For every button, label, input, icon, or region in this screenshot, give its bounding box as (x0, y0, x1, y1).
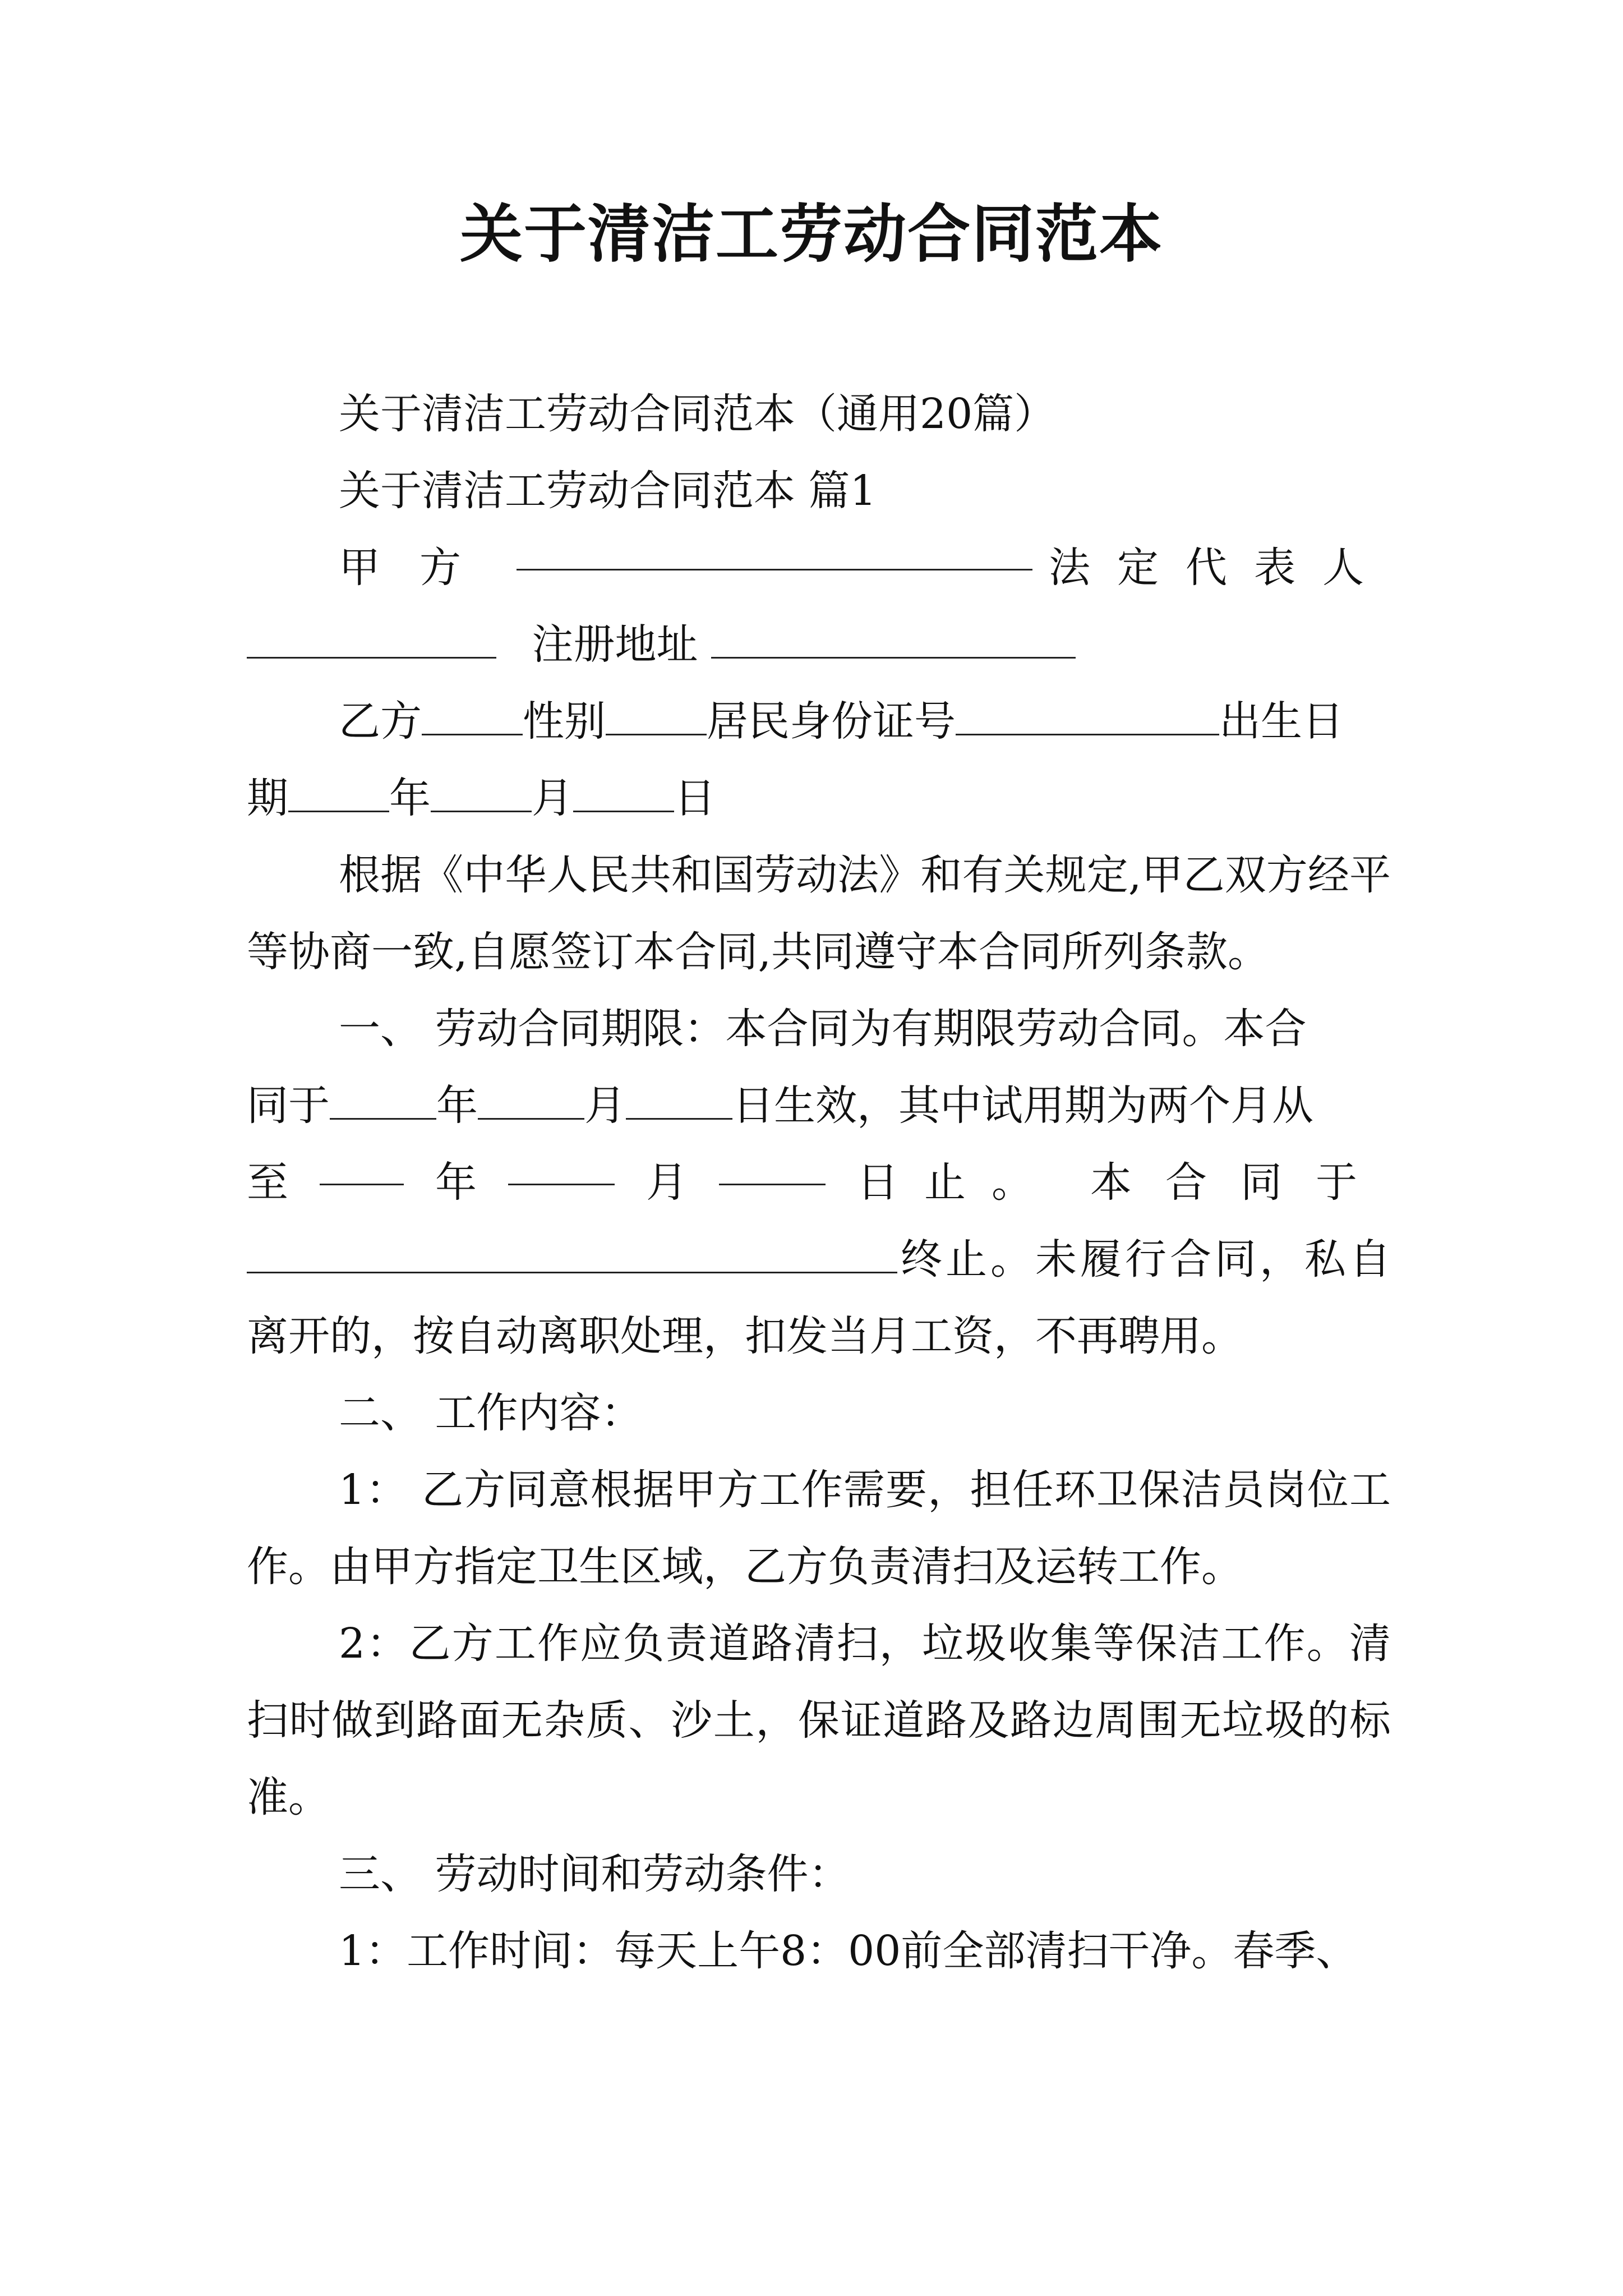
end-year-blank (320, 1144, 404, 1185)
clause1-to-label: 至 (247, 1158, 288, 1207)
section-heading: 关于清洁工劳动合同范本 篇1 (339, 467, 877, 515)
end-day-blank (719, 1144, 826, 1185)
start-year-label: 年 (436, 1082, 478, 1130)
start-day-blank (626, 1079, 732, 1120)
start-year-blank (330, 1079, 436, 1120)
end-year-label: 年 (435, 1158, 477, 1207)
address-blank (711, 618, 1076, 659)
legal-rep-label: 法定代表人 (1049, 544, 1391, 592)
clause2-item1: 1： 乙方同意根据甲方工作需要，担任环卫保洁员岗位工作。由甲方指定卫生区域，乙方负责清扫及运转工作。 (247, 1466, 1391, 1591)
party-b-block (247, 683, 1391, 837)
clause1-termination-label: 本合同于 (1090, 1158, 1391, 1207)
start-month-label: 月 (584, 1082, 626, 1130)
party-b-label: 乙方 (339, 697, 422, 746)
clause2-item2: 2：乙方工作应负责道路清扫，垃圾收集等保洁工作。清扫时做到路面无杂质、沙土，保证道路及路边周围无垃圾的标准。 (247, 1619, 1391, 1821)
party-b-line (247, 683, 1391, 760)
clause2-heading: 二、 工作内容： (339, 1389, 643, 1437)
birth-month-blank (431, 771, 532, 812)
gender-label: 性别 (523, 697, 606, 746)
birth-month-label: 月 (532, 774, 573, 822)
birth-label: 出生日 (1219, 697, 1344, 746)
end-month-label: 月 (646, 1158, 688, 1207)
clause1-end-text: 日止。 (857, 1158, 1059, 1207)
clause1-line-2 (247, 1068, 1391, 1144)
clause3-heading: 三、 劳动时间和劳动条件： (339, 1850, 850, 1898)
party-a-line-2 (247, 606, 1391, 683)
gender-blank (606, 694, 707, 735)
party-a-line (247, 530, 1391, 606)
document-body (247, 376, 1391, 1990)
termination-blank (247, 1232, 897, 1273)
document-title: 关于清洁工劳动合同范本 (460, 198, 1163, 271)
birth-year-blank (288, 771, 389, 812)
birth-day-blank (573, 771, 674, 812)
address-label: 注册地址 (532, 620, 698, 669)
document-subtitle: 关于清洁工劳动合同范本（通用20篇） (339, 390, 1056, 438)
birth-tail: 期 (247, 774, 288, 822)
birth-day-label: 日 (674, 774, 716, 822)
clause1-line-4 (247, 1221, 1391, 1375)
party-a-label: 甲方 (339, 544, 500, 592)
party-b-name-blank (422, 694, 523, 735)
id-blank (956, 694, 1219, 735)
party-a-blank (517, 530, 1032, 570)
clause1-start-label: 同于 (247, 1082, 330, 1130)
clause1-termination-text: 终止。未履行合同，私自离开的，按自动离职处理，扣发当月工资，不再聘用。 (247, 1235, 1391, 1360)
legal-rep-blank (247, 618, 496, 659)
intro-paragraph: 根据《中华人民共和国劳动法》和有关规定,甲乙双方经平等协商一致,自愿签订本合同,共同遵守本合同所列条款。 (247, 851, 1391, 976)
party-b-line-2 (247, 760, 1391, 837)
id-label: 居民身份证号 (707, 697, 956, 746)
clause1-heading: 一、 劳动合同期限：本合同为有期限劳动合同。本合 (339, 1005, 1307, 1053)
clause1-effective-text: 日生效，其中试用期为两个月从 (732, 1082, 1313, 1130)
start-month-blank (478, 1079, 584, 1120)
party-a-block (247, 530, 1391, 683)
clause3-item1: 1：工作时间：每天上午8：00前全部清扫干净。春季、 (339, 1927, 1358, 1975)
end-month-blank (508, 1144, 615, 1185)
birth-year-label: 年 (389, 774, 431, 822)
clause1-line-3 (247, 1144, 1391, 1221)
